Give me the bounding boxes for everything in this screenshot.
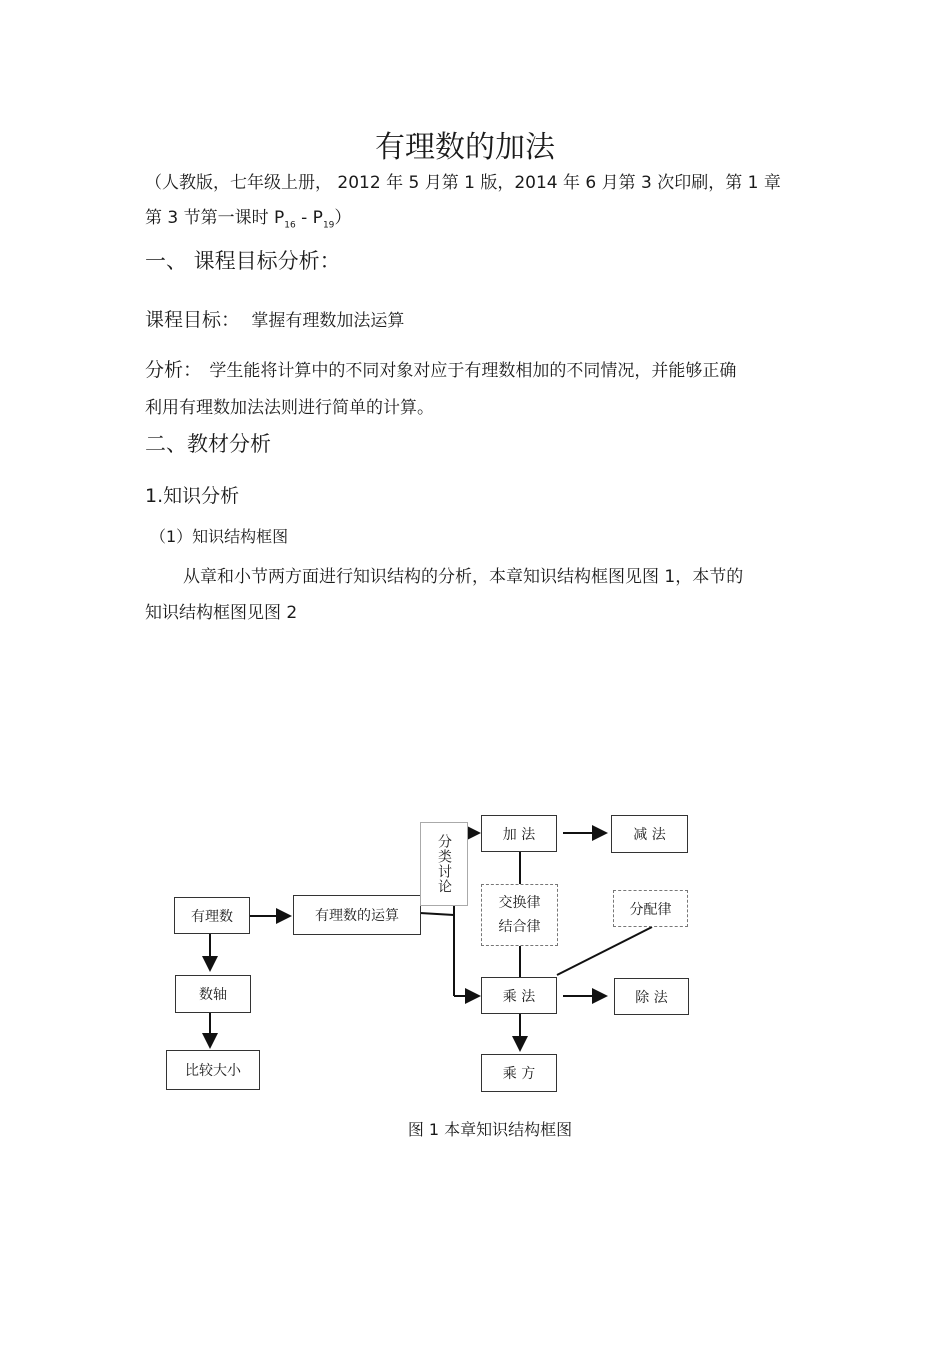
page-start: 16 (284, 220, 296, 231)
box-subtraction: 减 法 (611, 815, 688, 853)
box-commutative-associative (481, 884, 558, 946)
goal-label: 课程目标： (145, 309, 241, 331)
box-addition: 加 法 (481, 815, 557, 852)
structure-paragraph-line1: 从章和小节两方面进行知识结构的分析，本章知识结构框图见图 1，本节的 (183, 567, 744, 587)
page-end: 19 (322, 220, 335, 231)
edition-suffix: ） (334, 208, 352, 228)
structure-diagram-heading: （1）知识结构框图 (150, 527, 289, 546)
associative-law: 结合律 (498, 919, 541, 935)
box-division: 除 法 (614, 978, 689, 1015)
box-multiplication: 乘 法 (481, 977, 557, 1014)
line-multiply-to-distributive (557, 927, 652, 975)
edition-prefix: 第 3 节第一课时 P (145, 208, 285, 228)
analysis-text2: 利用有理数加法法则进行简单的计算。 (145, 398, 434, 418)
figure-caption: 图 1 本章知识结构框图 (407, 1120, 573, 1139)
goal-text: 掌握有理数加法运算 (251, 311, 405, 331)
edition-info-line1: （人教版，七年级上册， 2012 年 5 月第 1 版，2014 年 6 月第 3 次印刷，第 1 章 (145, 173, 781, 193)
box-compare-size: 比较大小 (166, 1050, 260, 1090)
box-power: 乘 方 (481, 1054, 557, 1092)
case-discussion-label: 分类讨论 (436, 834, 452, 894)
analysis-text1: 学生能将计算中的不同对象对应于有理数相加的不同情况，并能够正确 (209, 361, 737, 381)
line-operations-to-branch (420, 913, 454, 915)
knowledge-analysis-heading: 1.知识分析 (145, 485, 240, 507)
box-distributive-law: 分配律 (613, 890, 688, 927)
box-rational-number: 有理数 (174, 897, 250, 934)
page-title: 有理数的加法 (375, 130, 555, 165)
box-case-discussion (420, 822, 468, 906)
box-number-line: 数轴 (175, 975, 251, 1013)
commutative-law: 交换律 (498, 895, 541, 911)
section2-heading: 二、教材分析 (145, 432, 271, 456)
page-dash: - P (295, 208, 323, 228)
box-rational-operations: 有理数的运算 (293, 895, 421, 935)
section1-heading: 一、 课程目标分析： (145, 249, 341, 273)
structure-paragraph-line2: 知识结构框图见图 2 (145, 603, 298, 623)
analysis-label: 分析： (145, 359, 203, 381)
